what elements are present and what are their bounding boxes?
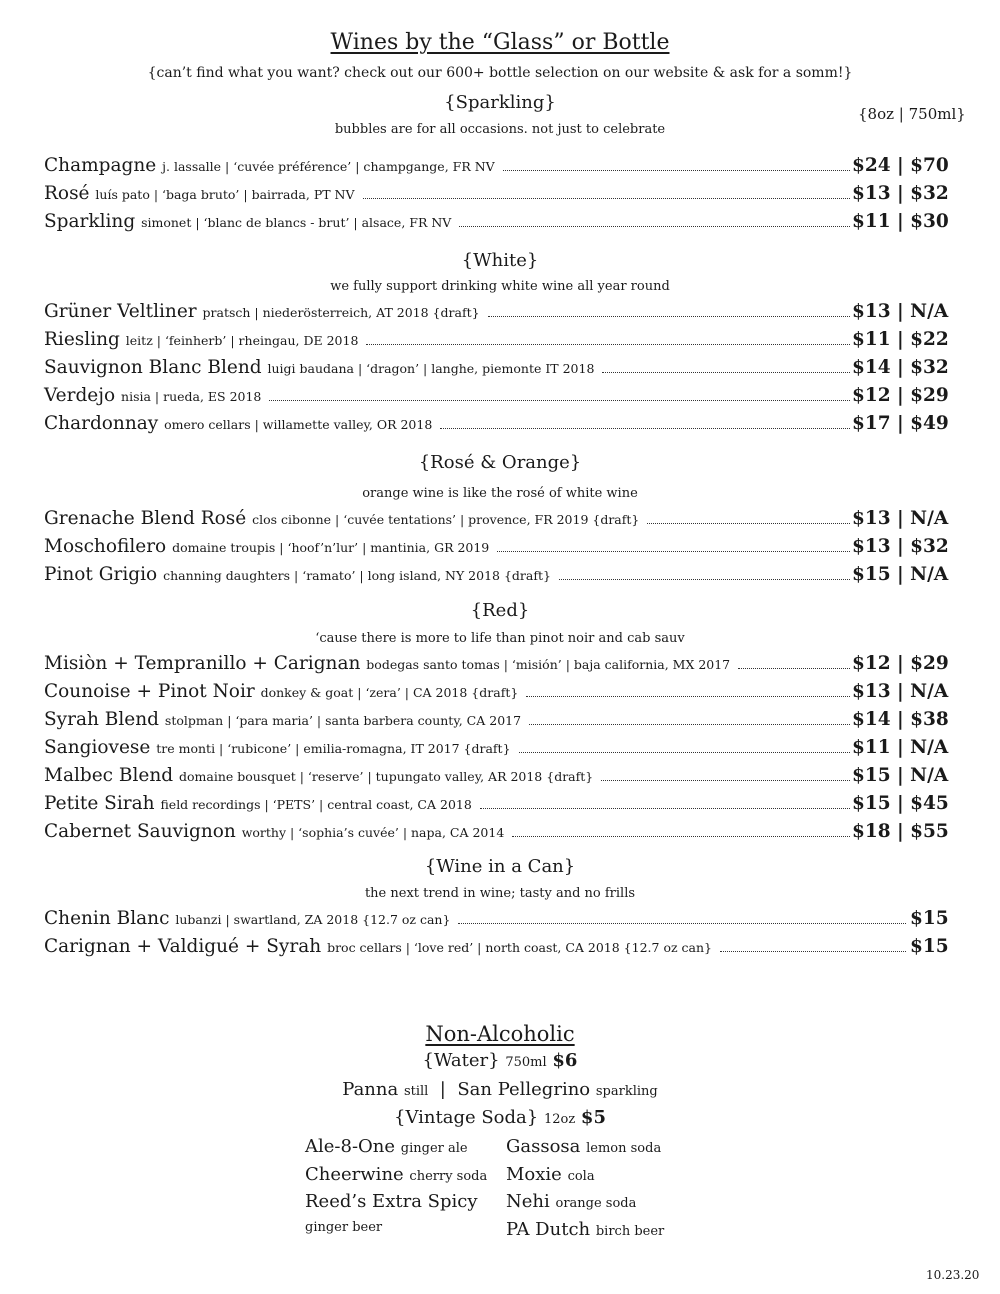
- soda-item: [305, 1191, 478, 1212]
- glass-price: $12: [852, 385, 891, 406]
- glass-price: $18: [852, 821, 891, 842]
- soda-price: $5: [580, 1107, 606, 1128]
- section-heading: {Sparkling}: [444, 92, 556, 113]
- wine-name: Chenin Blanc: [44, 908, 170, 929]
- bottle-price: | $49: [897, 413, 949, 434]
- wine-detail: bodegas santo tomas | ‘misión’ | baja california, MX 2017: [366, 657, 731, 672]
- water-separator: |: [439, 1079, 446, 1100]
- glass-price: $15: [852, 564, 891, 585]
- bottle-price: | $32: [897, 536, 949, 557]
- section-heading: {Rosé & Orange}: [418, 452, 582, 473]
- glass-price: $15: [852, 765, 891, 786]
- wine-row: [44, 907, 949, 931]
- dot-leader: [440, 428, 850, 429]
- bottle-price: | N/A: [897, 508, 949, 529]
- wine-name: Rosé: [44, 183, 90, 204]
- dot-leader: [519, 752, 850, 753]
- wine-name: Misiòn + Tempranillo + Carignan: [44, 653, 361, 674]
- glass-price: $13: [852, 681, 891, 702]
- wine-row: [44, 412, 949, 436]
- dot-leader: [526, 696, 850, 697]
- wine-row: [44, 764, 949, 788]
- wine-name: Champagne: [44, 155, 157, 176]
- wine-detail: omero cellars | willamette valley, OR 2018: [164, 417, 433, 432]
- wine-detail: nisia | rueda, ES 2018: [121, 389, 262, 404]
- glass-price: $13: [852, 536, 891, 557]
- wine-detail: donkey & goat | ‘zera’ | CA 2018 {draft}: [260, 685, 519, 700]
- wine-name: Verdejo: [44, 385, 116, 406]
- wine-entry: [44, 709, 521, 730]
- wine-detail: luís pato | ‘baga bruto’ | bairrada, PT NV: [95, 187, 355, 202]
- glass-price: $11: [852, 329, 891, 350]
- soda-desc: birch beer: [595, 1224, 665, 1239]
- bottle-price: | $55: [897, 821, 949, 842]
- wine-name: Chardonnay: [44, 413, 159, 434]
- glass-price: $14: [852, 709, 891, 730]
- bottle-price: | N/A: [897, 564, 949, 585]
- bottle-price: | $30: [897, 211, 949, 232]
- glass-price: $24: [852, 155, 891, 176]
- wine-name: Syrah Blend: [44, 709, 160, 730]
- water-heading: {Water}: [422, 1050, 500, 1071]
- wine-name: Sangiovese: [44, 737, 151, 758]
- soda-name: Reed’s Extra Spicy: [305, 1191, 478, 1212]
- dot-leader: [647, 523, 850, 524]
- wine-name: Sauvignon Blanc Blend: [44, 357, 262, 378]
- wine-row: [44, 708, 949, 732]
- glass-price: $13: [852, 508, 891, 529]
- dot-leader: [497, 551, 850, 552]
- wine-detail: worthy | ‘sophia’s cuvée’ | napa, CA 2014: [241, 825, 505, 840]
- wine-row: [44, 384, 949, 408]
- wine-name: Moschofilero: [44, 536, 167, 557]
- wine-entry: [44, 329, 358, 350]
- non-alcoholic-title: Non-Alcoholic: [425, 1022, 575, 1046]
- bottle-price: | $38: [897, 709, 949, 730]
- wine-detail: pratsch | niederösterreich, AT 2018 {draft}: [202, 305, 480, 320]
- wine-entry: [44, 737, 511, 758]
- wine-name: Riesling: [44, 329, 120, 350]
- section-tagline: bubbles are for all occasions. not just to celebrate: [334, 122, 666, 137]
- water-size: 750ml: [505, 1055, 547, 1070]
- water-sparkling-name: San Pellegrino: [457, 1079, 591, 1100]
- wine-entry: [44, 821, 504, 842]
- wine-detail: domaine bousquet | ‘reserve’ | tupungato valley, AR 2018 {draft}: [179, 769, 594, 784]
- wine-entry: [44, 301, 480, 322]
- soda-item: [506, 1136, 661, 1157]
- menu-date: 10.23.20: [926, 1268, 980, 1282]
- wine-entry: [44, 908, 450, 929]
- wine-row: [44, 154, 949, 178]
- bottle-price: | $70: [897, 155, 949, 176]
- soda-name: Nehi: [506, 1191, 550, 1212]
- wine-row: [44, 736, 949, 760]
- wine-entry: [44, 653, 730, 674]
- wine-row: [44, 182, 949, 206]
- section-tagline: ‘cause there is more to life than pinot noir and cab sauv: [315, 631, 685, 646]
- wine-entry: [44, 211, 451, 232]
- soda-item: [506, 1191, 636, 1212]
- wine-row: [44, 563, 949, 587]
- section-tagline: the next trend in wine; tasty and no frills: [364, 886, 636, 901]
- wine-entry: [44, 681, 518, 702]
- wine-entry: [44, 155, 495, 176]
- bottle-price: $15: [910, 936, 949, 957]
- dot-leader: [529, 724, 850, 725]
- menu-subtitle: {can’t find what you want? check out our 600+ bottle selection on our website & ask for a somm!}: [147, 65, 853, 81]
- wine-row: [44, 210, 949, 234]
- size-header: {8oz | 750ml}: [858, 105, 966, 123]
- section-heading: {Wine in a Can}: [424, 856, 576, 877]
- soda-desc: ginger beer: [305, 1220, 383, 1235]
- wine-entry: [44, 508, 639, 529]
- dot-leader: [503, 170, 850, 171]
- wine-name: Counoise + Pinot Noir: [44, 681, 255, 702]
- wine-name: Petite Sirah: [44, 793, 155, 814]
- wine-detail: stolpman | ‘para maria’ | santa barbera county, CA 2017: [164, 713, 522, 728]
- wine-row: [44, 792, 949, 816]
- bottle-price: $15: [910, 908, 949, 929]
- dot-leader: [602, 372, 850, 373]
- wine-row: [44, 680, 949, 704]
- wine-name: Cabernet Sauvignon: [44, 821, 236, 842]
- soda-desc: lemon soda: [586, 1141, 662, 1156]
- wine-detail: luigi baudana | ‘dragon’ | langhe, piemonte IT 2018: [267, 361, 595, 376]
- wine-detail: channing daughters | ‘ramato’ | long island, NY 2018 {draft}: [163, 568, 551, 583]
- glass-price: $17: [852, 413, 891, 434]
- bottle-price: | $29: [897, 385, 949, 406]
- wine-detail: clos cibonne | ‘cuvée tentations’ | provence, FR 2019 {draft}: [252, 512, 640, 527]
- menu-title: Wines by the “Glass” or Bottle: [330, 30, 670, 55]
- glass-price: $15: [852, 793, 891, 814]
- dot-leader: [738, 668, 850, 669]
- glass-price: $12: [852, 653, 891, 674]
- wine-detail: broc cellars | ‘love red’ | north coast, CA 2018 {12.7 oz can}: [327, 940, 712, 955]
- wine-row: [44, 820, 949, 844]
- soda-name: PA Dutch: [506, 1219, 591, 1240]
- water-price: $6: [552, 1050, 578, 1071]
- soda-desc: orange soda: [555, 1196, 637, 1211]
- glass-price: $11: [852, 211, 891, 232]
- wine-name: Grüner Veltliner: [44, 301, 197, 322]
- bottle-price: | $32: [897, 357, 949, 378]
- bottle-price: | N/A: [897, 765, 949, 786]
- wine-row: [44, 507, 949, 531]
- soda-item: [506, 1219, 664, 1240]
- wine-detail: lubanzi | swartland, ZA 2018 {12.7 oz can}: [175, 912, 451, 927]
- water-still-label: still: [403, 1084, 429, 1099]
- dot-leader: [559, 579, 850, 580]
- soda-name: Cheerwine: [305, 1164, 404, 1185]
- wine-detail: tre monti | ‘rubicone’ | emilia-romagna, IT 2017 {draft}: [156, 741, 511, 756]
- wine-name: Grenache Blend Rosé: [44, 508, 247, 529]
- wine-name: Carignan + Valdigué + Syrah: [44, 936, 322, 957]
- dot-leader: [488, 316, 850, 317]
- wine-entry: [44, 536, 489, 557]
- wine-name: Pinot Grigio: [44, 564, 158, 585]
- bottle-price: | N/A: [897, 737, 949, 758]
- glass-price: $13: [852, 183, 891, 204]
- wine-entry: [44, 936, 712, 957]
- dot-leader: [480, 808, 850, 809]
- glass-price: $11: [852, 737, 891, 758]
- dot-leader: [512, 836, 850, 837]
- dot-leader: [458, 923, 906, 924]
- soda-item: [305, 1136, 468, 1157]
- wine-detail: simonet | ‘blanc de blancs - brut’ | alsace, FR NV: [141, 215, 452, 230]
- soda-name: Gassosa: [506, 1136, 581, 1157]
- wine-detail: leitz | ‘feinherb’ | rheingau, DE 2018: [125, 333, 359, 348]
- wine-row: [44, 300, 949, 324]
- dot-leader: [363, 198, 850, 199]
- bottle-price: | $29: [897, 653, 949, 674]
- wine-name: Malbec Blend: [44, 765, 174, 786]
- bottle-price: | $45: [897, 793, 949, 814]
- water-options-line: [0, 1079, 1000, 1100]
- wine-detail: domaine troupis | ‘hoof’n’lur’ | mantinia, GR 2019: [172, 540, 490, 555]
- wine-row: [44, 652, 949, 676]
- dot-leader: [459, 226, 850, 227]
- wine-detail: j. lassalle | ‘cuvée préférence’ | champgange, FR NV: [162, 159, 495, 174]
- soda-name: Ale-8-One: [305, 1136, 396, 1157]
- wine-row: [44, 356, 949, 380]
- soda-name: Moxie: [506, 1164, 562, 1185]
- soda-size: 12oz: [543, 1112, 576, 1127]
- soda-desc: cherry soda: [409, 1169, 488, 1184]
- wine-entry: [44, 793, 472, 814]
- section-tagline: orange wine is like the rosé of white wine: [362, 486, 638, 501]
- water-still-name: Panna: [342, 1079, 399, 1100]
- dot-leader: [269, 400, 850, 401]
- soda-item: [305, 1164, 487, 1185]
- glass-price: $13: [852, 301, 891, 322]
- wine-entry: [44, 564, 551, 585]
- soda-desc: ginger ale: [400, 1141, 468, 1156]
- wine-detail: field recordings | ‘PETS’ | central coast, CA 2018: [160, 797, 472, 812]
- water-sparkling-label: sparkling: [595, 1084, 658, 1099]
- wine-name: Sparkling: [44, 211, 136, 232]
- glass-price: $14: [852, 357, 891, 378]
- wine-entry: [44, 183, 355, 204]
- dot-leader: [366, 344, 850, 345]
- section-heading: {White}: [461, 250, 539, 271]
- soda-heading-line: [0, 1107, 1000, 1128]
- wine-row: [44, 328, 949, 352]
- wine-entry: [44, 413, 432, 434]
- bottle-price: | N/A: [897, 681, 949, 702]
- soda-item: [506, 1164, 595, 1185]
- water-heading-line: [0, 1050, 1000, 1071]
- bottle-price: | N/A: [897, 301, 949, 322]
- soda-desc: cola: [567, 1169, 595, 1184]
- section-tagline: we fully support drinking white wine all year round: [330, 279, 670, 294]
- wine-entry: [44, 385, 261, 406]
- dot-leader: [720, 951, 906, 952]
- wine-entry: [44, 765, 593, 786]
- bottle-price: | $32: [897, 183, 949, 204]
- wine-row: [44, 535, 949, 559]
- soda-heading: {Vintage Soda}: [394, 1107, 539, 1128]
- dot-leader: [601, 780, 850, 781]
- bottle-price: | $22: [897, 329, 949, 350]
- wine-entry: [44, 357, 594, 378]
- wine-row: [44, 935, 949, 959]
- section-heading: {Red}: [470, 600, 530, 621]
